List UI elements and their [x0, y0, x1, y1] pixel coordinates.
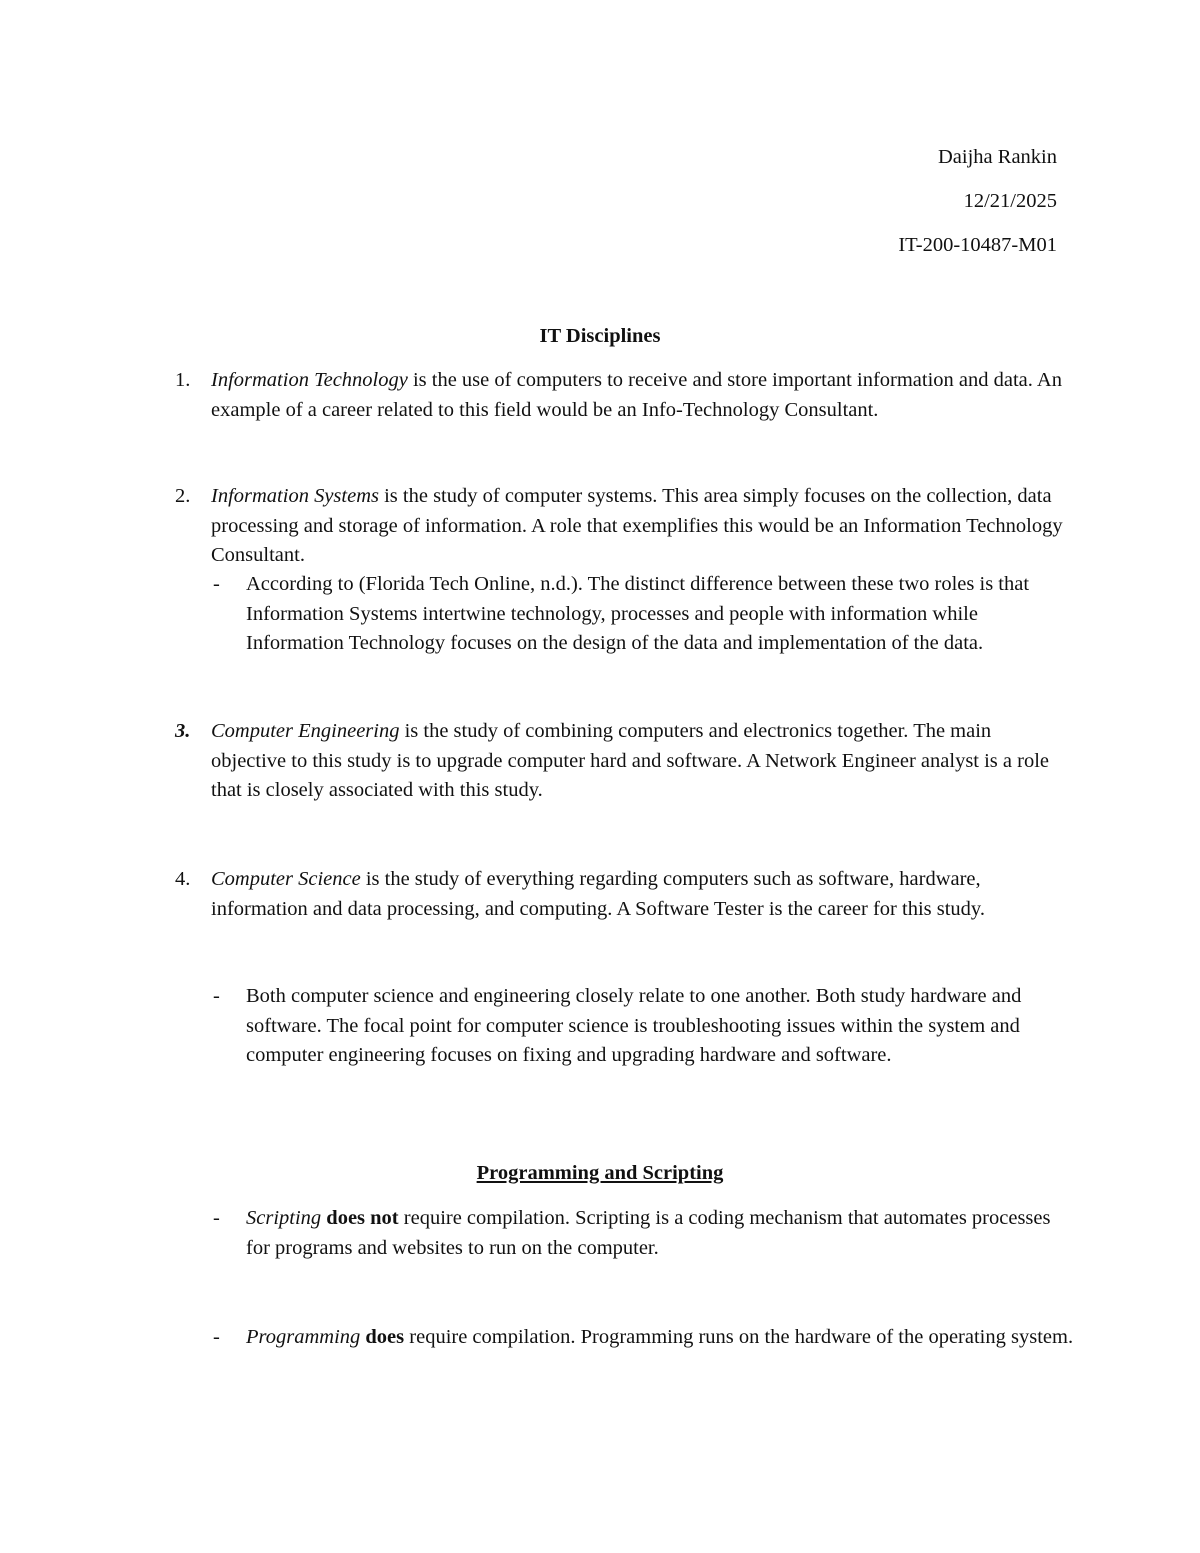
list-item-computer-science [211, 865, 1071, 924]
section-title-text: Programming and Scripting [476, 1162, 724, 1184]
document-date: 12/21/2025 [963, 190, 1057, 212]
dash-marker: - [213, 1207, 220, 1229]
item-text: require compilation. Programming runs on the hardware of the operating system. [404, 1326, 1074, 1348]
term-scripting: Scripting [246, 1207, 322, 1229]
item-text: is the study of computer systems. This area simply focuses on the collection, data processing and storage of information. A role that exemplifies this would be an Information Technology Consultant. [211, 485, 1063, 566]
list-marker-1: 1. [175, 369, 191, 391]
item-text: is the use of computers to receive and store important information and data. An example of a career related to this field would be an Info-Technology Consultant. [211, 369, 1062, 421]
note-it-vs-is [246, 570, 1076, 659]
list-item-information-technology [211, 366, 1071, 425]
item-text: require compilation. Scripting is a coding mechanism that automates processes for programs and websites to run on the computer. [246, 1207, 1051, 1259]
course-code: IT-200-10487-M01 [898, 234, 1057, 256]
list-marker-3: 3. [175, 720, 191, 742]
list-item-information-systems [211, 482, 1071, 571]
term-information-technology: Information Technology [211, 369, 408, 391]
term-computer-engineering: Computer Engineering [211, 720, 400, 742]
emphasis-does-not: does not [321, 1207, 399, 1229]
term-information-systems: Information Systems [211, 485, 379, 507]
note-cs-vs-ce [246, 982, 1076, 1071]
list-marker-2: 2. [175, 485, 191, 507]
item-text: is the study of combining computers and electronics together. The main objective to this study is to upgrade computer hard and software. A Network Engineer analyst is a role that is closely associated with this study. [211, 720, 1050, 801]
dash-marker: - [213, 985, 220, 1007]
section-title-programming-scripting [0, 1161, 1200, 1185]
list-item-scripting [246, 1204, 1076, 1263]
item-text: is the study of everything regarding computers such as software, hardware, information and data processing, and computing. A Software Tester is the career for this study. [211, 868, 985, 920]
author-name: Daijha Rankin [938, 146, 1057, 168]
list-item-computer-engineering [211, 717, 1071, 806]
term-computer-science: Computer Science [211, 868, 361, 890]
note-text: According to (Florida Tech Online, n.d.). The distinct difference between these two roles is that Information Systems intertwine technology, processes and people with information while Information Technology focuses on the design of the data and implementation of the data. [246, 573, 1030, 654]
dash-marker: - [213, 1326, 220, 1348]
emphasis-does: does [360, 1326, 405, 1348]
dash-marker: - [213, 573, 220, 595]
term-programming: Programming [246, 1326, 361, 1348]
section-title-it-disciplines: IT Disciplines [539, 325, 661, 347]
list-marker-4: 4. [175, 868, 191, 890]
list-item-programming [246, 1323, 1076, 1353]
note-text: Both computer science and engineering closely relate to one another. Both study hardware and software. The focal point for computer science is troubleshooting issues within the system and computer engineering focuses on fixing and upgrading hardware and software. [246, 985, 1022, 1066]
